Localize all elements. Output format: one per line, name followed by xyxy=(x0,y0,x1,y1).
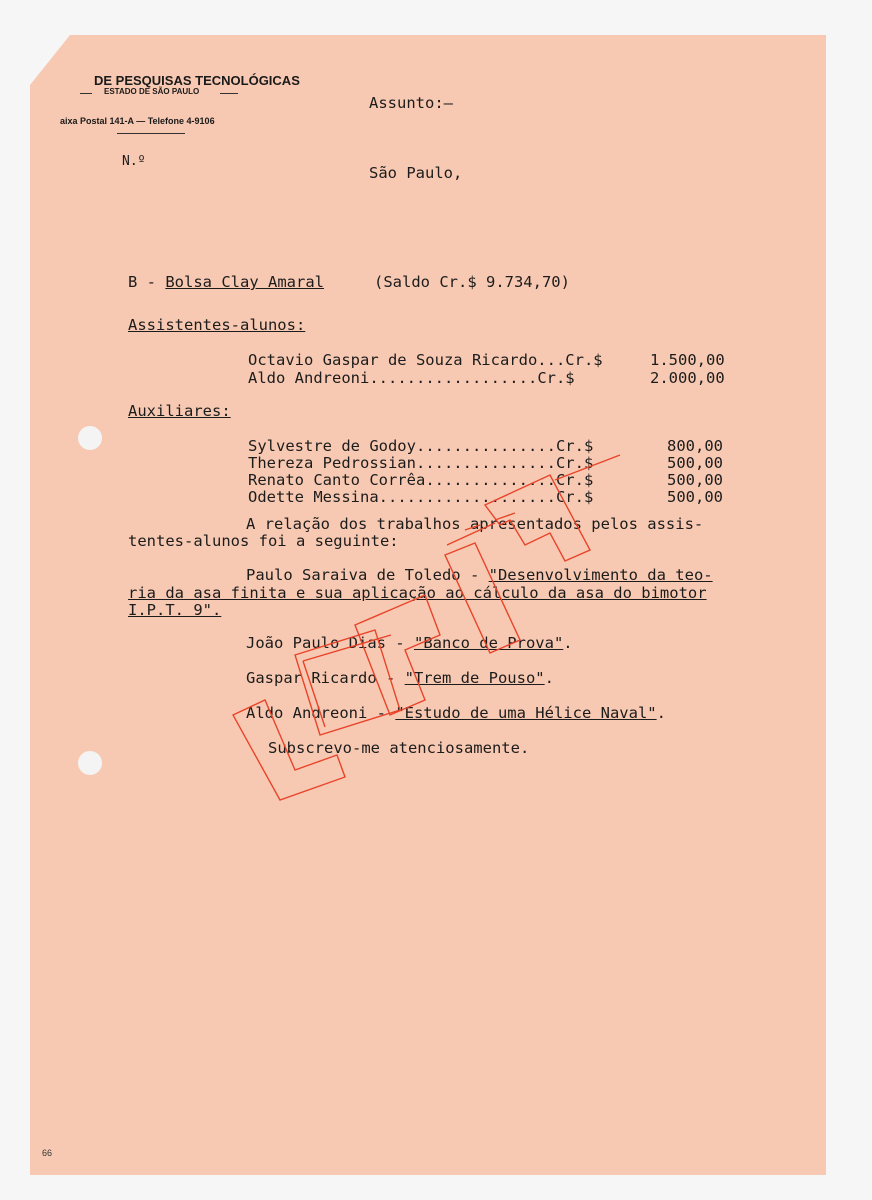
intro-line: A relação dos trabalhos apresentados pelos assis- xyxy=(246,515,704,533)
closing-line: Subscrevo-me atenciosamente. xyxy=(268,739,530,757)
rule xyxy=(80,93,92,94)
row-amount: 2.000,00 xyxy=(650,369,725,387)
row-dots: .............. xyxy=(425,471,556,489)
auxiliaries-heading: Auxiliares: xyxy=(128,402,231,420)
letterhead-address: aixa Postal 141-A — Telefone 4-9106 xyxy=(60,116,215,126)
rule xyxy=(117,133,185,134)
work-author: João Paulo Dias - xyxy=(246,634,414,652)
row-dots: ............... xyxy=(415,454,556,472)
assistants-heading: Assistentes-alunos: xyxy=(128,316,306,334)
row-dots: ............... xyxy=(415,437,556,455)
section-title: Bolsa Clay Amaral xyxy=(165,273,324,291)
work-author: Paulo Saraiva de Toledo - xyxy=(246,566,489,584)
work-author: Aldo Andreoni - xyxy=(246,704,396,722)
work-title: "Estudo de uma Hélice Naval" xyxy=(395,704,657,722)
subject-label: Assunto:— xyxy=(369,94,453,112)
auxiliary-row xyxy=(248,438,593,455)
city-date: São Paulo, xyxy=(369,164,463,182)
row-currency: Cr.$ xyxy=(537,369,575,387)
row-name: Thereza Pedrossian xyxy=(248,454,416,472)
row-amount: 500,00 xyxy=(667,488,723,506)
row-name: Octavio Gaspar de Souza Ricardo xyxy=(248,351,538,369)
section-balance: (Saldo Cr.$ 9.734,70) xyxy=(374,273,570,291)
section-prefix: B - xyxy=(128,273,156,291)
row-name: Renato Canto Corrêa xyxy=(248,471,426,489)
row-amount: 800,00 xyxy=(667,437,723,455)
row-currency: Cr.$ xyxy=(565,351,603,369)
assistant-row xyxy=(248,370,575,387)
row-dots: .................. xyxy=(369,369,538,387)
work-end: . xyxy=(656,704,666,722)
assistant-row xyxy=(248,352,603,369)
row-dots: ................... xyxy=(378,488,556,506)
row-amount: 1.500,00 xyxy=(650,351,725,369)
row-name: Odette Messina xyxy=(248,488,379,506)
row-amount: 500,00 xyxy=(667,454,723,472)
intro-line: tentes-alunos foi a seguinte: xyxy=(128,532,399,550)
work-title: "Desenvolvimento da teo- xyxy=(488,566,713,584)
row-dots: ... xyxy=(537,351,566,369)
number-label: N.º xyxy=(122,154,146,169)
work-title-cont: I.P.T. 9". xyxy=(128,601,222,619)
punch-hole xyxy=(78,751,102,775)
work-title: "Trem de Pouso" xyxy=(404,669,545,687)
work-end: . xyxy=(544,669,554,687)
row-name: Aldo Andreoni xyxy=(248,369,370,387)
row-amount: 500,00 xyxy=(667,471,723,489)
work-end: . xyxy=(563,634,573,652)
row-currency: Cr.$ xyxy=(555,454,594,472)
letterhead-institute: DE PESQUISAS TECNOLÓGICAS xyxy=(94,73,300,88)
row-currency: Cr.$ xyxy=(555,488,594,506)
copy-stamp xyxy=(225,465,625,815)
page-number: 66 xyxy=(42,1148,53,1158)
row-currency: Cr.$ xyxy=(555,471,594,489)
work-author: Gaspar Ricardo - xyxy=(246,669,405,687)
section-heading xyxy=(128,274,324,291)
letterhead-state: ESTADO DE SÃO PAULO xyxy=(104,87,200,96)
rule xyxy=(220,93,238,94)
work-title: "Banco de Prova" xyxy=(413,634,564,652)
punch-hole xyxy=(78,426,102,450)
row-currency: Cr.$ xyxy=(555,437,594,455)
row-name: Sylvestre de Godoy xyxy=(248,437,416,455)
work-title-cont: ria da asa finita e sua aplicação ao cálculo da asa do bimotor xyxy=(128,584,707,602)
